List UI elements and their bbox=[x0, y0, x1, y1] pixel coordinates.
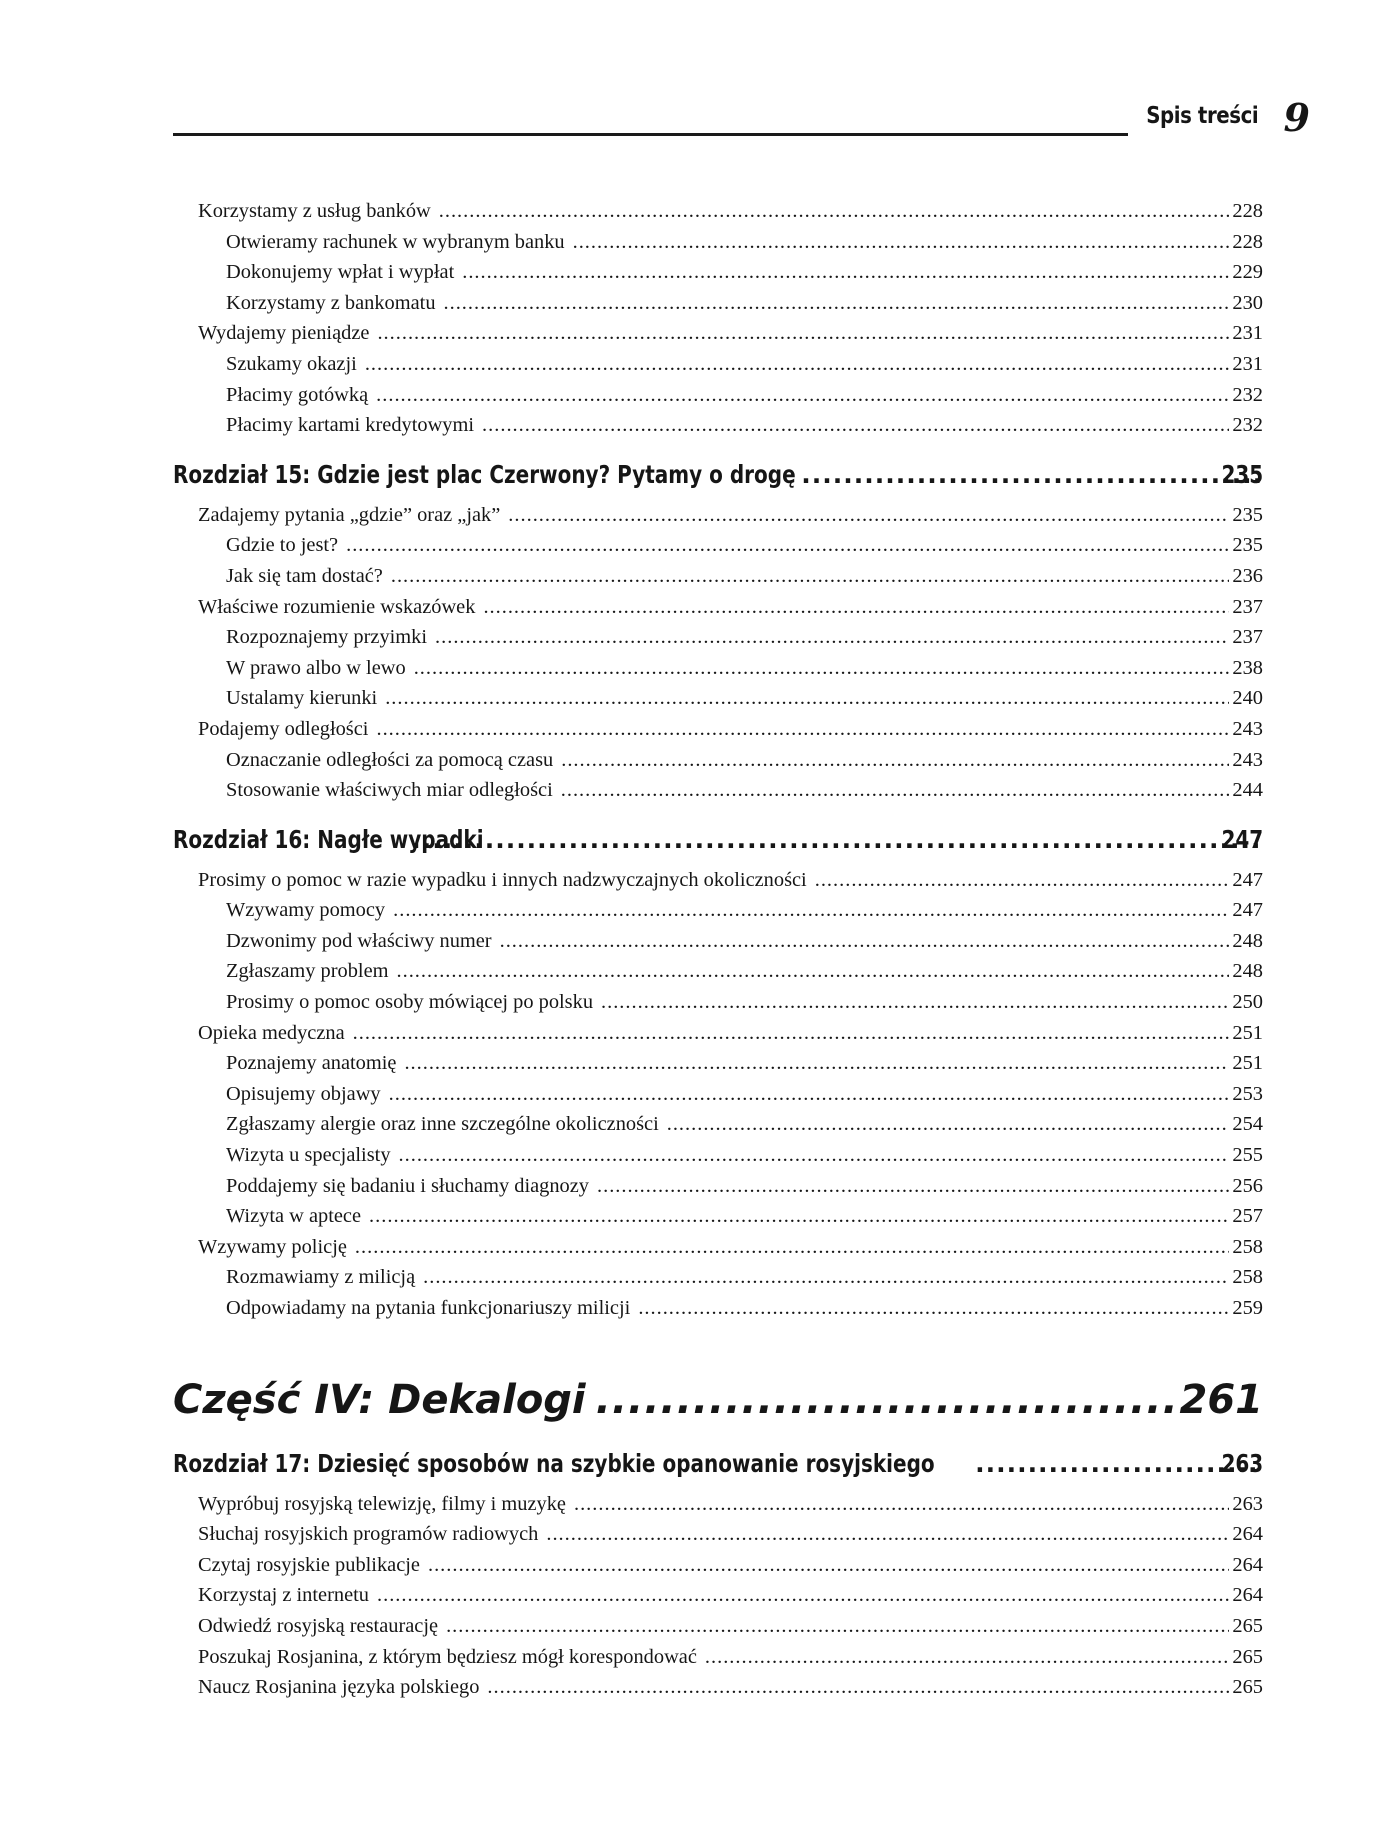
toc-entry-title: Stosowanie właściwych miar odległości bbox=[226, 779, 553, 802]
dot-leader bbox=[596, 1370, 1177, 1430]
toc-entry-title: Wzywamy policję bbox=[198, 1235, 347, 1258]
toc-page-number: 235 bbox=[1232, 503, 1263, 526]
dot-leader bbox=[446, 1611, 1229, 1642]
toc-entry-title: Wizyta w aptece bbox=[226, 1205, 362, 1228]
toc-page-number: 251 bbox=[1232, 1052, 1263, 1075]
toc-entry-title: Zadajemy pytania „gdzie” oraz „jak” bbox=[198, 503, 501, 526]
toc-entry-row[interactable] bbox=[173, 1293, 1263, 1324]
toc-entry-row[interactable] bbox=[173, 683, 1263, 714]
toc-entry-row[interactable] bbox=[173, 561, 1263, 592]
dot-leader bbox=[346, 530, 1229, 561]
toc-chapter-row[interactable] bbox=[173, 1442, 1263, 1486]
toc-page-number: 251 bbox=[1232, 1021, 1263, 1044]
toc-page-number: 257 bbox=[1232, 1205, 1263, 1228]
toc-page-number: 264 bbox=[1232, 1523, 1263, 1546]
dot-leader bbox=[397, 956, 1230, 987]
dot-leader bbox=[487, 1672, 1229, 1703]
dot-leader bbox=[439, 196, 1230, 227]
toc-entry-title: Oznaczanie odległości za pomocą czasu bbox=[226, 748, 554, 771]
toc-entry-row[interactable] bbox=[173, 1672, 1263, 1703]
toc-entry-row[interactable] bbox=[173, 1109, 1263, 1140]
dot-leader bbox=[573, 227, 1230, 258]
dot-leader bbox=[414, 653, 1230, 684]
toc-page-number: 230 bbox=[1232, 291, 1263, 314]
toc-entry-title: Płacimy kartami kredytowymi bbox=[226, 414, 475, 437]
toc-entry-row[interactable] bbox=[173, 196, 1263, 227]
toc-page-number: 264 bbox=[1232, 1553, 1263, 1576]
dot-leader bbox=[355, 1232, 1229, 1263]
dot-leader bbox=[423, 1262, 1229, 1293]
dot-leader bbox=[500, 926, 1230, 957]
toc-entry-title: Jak się tam dostać? bbox=[226, 564, 383, 587]
toc-entry-row[interactable] bbox=[173, 714, 1263, 745]
toc-page-number: 258 bbox=[1232, 1266, 1263, 1289]
header-rule bbox=[173, 133, 1128, 136]
toc-entry-title: Dzwonimy pod właściwy numer bbox=[226, 929, 492, 952]
toc-page-number: 243 bbox=[1232, 748, 1263, 771]
toc-page-number: 248 bbox=[1232, 960, 1263, 983]
toc-entry-row[interactable] bbox=[173, 1201, 1263, 1232]
toc-page-number: 263 bbox=[1232, 1492, 1263, 1515]
toc-entry-row[interactable] bbox=[173, 653, 1263, 684]
dot-leader bbox=[601, 987, 1229, 1018]
toc-entry-row[interactable] bbox=[173, 1262, 1263, 1293]
toc-entry-row[interactable] bbox=[173, 530, 1263, 561]
dot-leader bbox=[597, 1171, 1229, 1202]
dot-leader bbox=[385, 683, 1229, 714]
dot-leader bbox=[389, 1079, 1230, 1110]
toc-page-number: 247 bbox=[1232, 899, 1263, 922]
toc-entry-row[interactable] bbox=[173, 1580, 1263, 1611]
toc-entry-row[interactable] bbox=[173, 622, 1263, 653]
toc-page-number: 254 bbox=[1232, 1113, 1263, 1136]
dot-leader bbox=[483, 592, 1229, 623]
dot-leader bbox=[411, 818, 1261, 862]
toc-entry-row[interactable] bbox=[173, 1611, 1263, 1642]
toc-entry-row[interactable] bbox=[173, 349, 1263, 380]
dot-leader bbox=[561, 745, 1229, 776]
dot-leader bbox=[428, 1550, 1229, 1581]
dot-leader bbox=[975, 1442, 1261, 1486]
toc-page-number: 259 bbox=[1232, 1297, 1263, 1319]
toc-page-number: 255 bbox=[1232, 1144, 1263, 1167]
dot-leader bbox=[369, 1201, 1229, 1232]
toc-entry-row[interactable] bbox=[173, 926, 1263, 957]
toc-page-number: 247 bbox=[1221, 824, 1263, 854]
toc-entry-title: Korzystaj z internetu bbox=[198, 1584, 369, 1607]
toc-page-number: 228 bbox=[1232, 200, 1263, 222]
dot-leader bbox=[561, 775, 1230, 806]
toc-entry-row[interactable] bbox=[173, 865, 1263, 896]
table-of-contents bbox=[173, 196, 1263, 1703]
toc-page-number: 237 bbox=[1232, 626, 1263, 649]
toc-chapter-title: Rozdział 16: Nagłe wypadki bbox=[173, 824, 484, 854]
toc-entry-row[interactable] bbox=[173, 895, 1263, 926]
toc-page-number: 231 bbox=[1232, 322, 1263, 345]
toc-entry-row[interactable] bbox=[173, 1550, 1263, 1581]
toc-entry-row[interactable] bbox=[173, 1140, 1263, 1171]
dot-leader bbox=[546, 1519, 1229, 1550]
dot-leader bbox=[462, 257, 1229, 288]
toc-entry-row[interactable] bbox=[173, 1642, 1263, 1673]
toc-chapter-row[interactable] bbox=[173, 453, 1263, 497]
toc-entry-title: Zgłaszamy problem bbox=[226, 960, 389, 983]
toc-entry-title: Prosimy o pomoc osoby mówiącej po polsku bbox=[226, 991, 594, 1014]
toc-page-number: 235 bbox=[1221, 459, 1263, 489]
toc-page-number: 250 bbox=[1232, 991, 1263, 1014]
toc-page-number: 258 bbox=[1232, 1235, 1263, 1258]
dot-leader bbox=[377, 318, 1229, 349]
header-title: Spis treści bbox=[1145, 103, 1258, 129]
toc-entry-title: Rozmawiamy z milicją bbox=[226, 1266, 416, 1289]
dot-leader bbox=[508, 500, 1229, 531]
toc-entry-title: Płacimy gotówką bbox=[226, 383, 369, 406]
toc-page-number: 238 bbox=[1232, 656, 1263, 679]
toc-entry-title: Właściwe rozumienie wskazówek bbox=[198, 595, 476, 618]
toc-page-number: 231 bbox=[1232, 352, 1263, 375]
toc-chapter-title: Rozdział 17: Dziesięć sposobów na szybkie opanowanie rosyjskiego bbox=[173, 1448, 935, 1478]
toc-page-number: 248 bbox=[1232, 929, 1263, 952]
toc-entry-title: Korzystamy z usług banków bbox=[198, 200, 431, 222]
toc-entry-title: W prawo albo w lewo bbox=[226, 656, 406, 679]
toc-entry-title: Wizyta u specjalisty bbox=[226, 1144, 391, 1167]
toc-entry-row[interactable] bbox=[173, 775, 1263, 806]
dot-leader bbox=[801, 453, 1261, 497]
running-header bbox=[173, 95, 1310, 140]
toc-page-number: 261 bbox=[1179, 1376, 1263, 1423]
dot-leader bbox=[391, 561, 1230, 592]
toc-entry-title: Ustalamy kierunki bbox=[226, 687, 378, 710]
toc-page-number: 265 bbox=[1232, 1676, 1263, 1699]
toc-chapter-title: Rozdział 15: Gdzie jest plac Czerwony? Pytamy o drogę bbox=[173, 459, 796, 489]
toc-entry-title: Czytaj rosyjskie publikacje bbox=[198, 1553, 420, 1576]
toc-page-number: 265 bbox=[1232, 1614, 1263, 1637]
toc-entry-row[interactable] bbox=[173, 745, 1263, 776]
toc-page-number: 256 bbox=[1232, 1174, 1263, 1197]
dot-leader bbox=[638, 1293, 1229, 1324]
toc-page-number: 240 bbox=[1232, 687, 1263, 710]
toc-entry-row[interactable] bbox=[173, 956, 1263, 987]
toc-entry-title: Korzystamy z bankomatu bbox=[226, 291, 436, 314]
toc-entry-row[interactable] bbox=[173, 380, 1263, 411]
toc-entry-title: Rozpoznajemy przyimki bbox=[226, 626, 428, 649]
toc-entry-title: Słuchaj rosyjskich programów radiowych bbox=[198, 1523, 539, 1546]
toc-entry-title: Opieka medyczna bbox=[198, 1021, 345, 1044]
dot-leader bbox=[705, 1642, 1230, 1673]
dot-leader bbox=[667, 1109, 1230, 1140]
toc-entry-row[interactable] bbox=[173, 500, 1263, 531]
toc-page-number: 229 bbox=[1232, 261, 1263, 284]
toc-entry-title: Naucz Rosjanina języka polskiego bbox=[198, 1676, 480, 1699]
toc-page-number: 247 bbox=[1232, 868, 1263, 891]
dot-leader bbox=[404, 1048, 1229, 1079]
dot-leader bbox=[444, 288, 1230, 319]
toc-entry-title: Poddajemy się badaniu i słuchamy diagnozy bbox=[226, 1174, 589, 1197]
toc-page-number: 232 bbox=[1232, 414, 1263, 437]
header-page-number: 9 bbox=[1283, 95, 1310, 140]
toc-entry-title: Poznajemy anatomię bbox=[226, 1052, 397, 1075]
dot-leader bbox=[377, 1580, 1229, 1611]
toc-entry-row[interactable] bbox=[173, 1519, 1263, 1550]
dot-leader bbox=[482, 410, 1229, 441]
toc-entry-row[interactable] bbox=[173, 257, 1263, 288]
dot-leader bbox=[393, 895, 1229, 926]
toc-entry-row[interactable] bbox=[173, 987, 1263, 1018]
toc-page-number: 264 bbox=[1232, 1584, 1263, 1607]
toc-entry-title: Odwiedź rosyjską restaurację bbox=[198, 1614, 439, 1637]
toc-entry-row[interactable] bbox=[173, 1018, 1263, 1049]
toc-page-number: 237 bbox=[1232, 595, 1263, 618]
toc-entry-title: Otwieramy rachunek w wybranym banku bbox=[226, 230, 565, 253]
toc-part-row[interactable] bbox=[173, 1370, 1263, 1430]
toc-entry-title: Prosimy o pomoc w razie wypadku i innych nadzwyczajnych okoliczności bbox=[198, 868, 807, 891]
toc-entry-row[interactable] bbox=[173, 1489, 1263, 1520]
dot-leader bbox=[376, 380, 1229, 411]
dot-leader bbox=[399, 1140, 1230, 1171]
toc-entry-row[interactable] bbox=[173, 288, 1263, 319]
toc-entry-row[interactable] bbox=[173, 1079, 1263, 1110]
toc-page-number: 228 bbox=[1232, 230, 1263, 253]
toc-entry-title: Dokonujemy wpłat i wypłat bbox=[226, 261, 455, 284]
toc-entry-title: Wydajemy pieniądze bbox=[198, 322, 370, 345]
toc-entry-title: Opisujemy objawy bbox=[226, 1082, 381, 1105]
toc-page-number: 253 bbox=[1232, 1082, 1263, 1105]
toc-page-number: 263 bbox=[1221, 1448, 1263, 1478]
toc-page-number: 244 bbox=[1232, 779, 1263, 802]
toc-entry-title: Wzywamy pomocy bbox=[226, 899, 386, 922]
toc-entry-title: Szukamy okazji bbox=[226, 352, 357, 375]
toc-entry-row[interactable] bbox=[173, 1048, 1263, 1079]
toc-entry-row[interactable] bbox=[173, 592, 1263, 623]
toc-entry-title: Odpowiadamy na pytania funkcjonariuszy milicji bbox=[226, 1297, 631, 1319]
toc-entry-row[interactable] bbox=[173, 227, 1263, 258]
toc-entry-title: Zgłaszamy alergie oraz inne szczególne okoliczności bbox=[226, 1113, 659, 1136]
dot-leader bbox=[353, 1018, 1230, 1049]
toc-page-number: 236 bbox=[1232, 564, 1263, 587]
dot-leader bbox=[365, 349, 1230, 380]
dot-leader bbox=[574, 1489, 1229, 1520]
toc-chapter-row[interactable] bbox=[173, 818, 1263, 862]
toc-part-title: Część IV: Dekalogi bbox=[173, 1376, 586, 1423]
dot-leader bbox=[376, 714, 1229, 745]
toc-entry-row[interactable] bbox=[173, 318, 1263, 349]
dot-leader bbox=[815, 865, 1230, 896]
toc-page-number: 243 bbox=[1232, 717, 1263, 740]
toc-page-number: 232 bbox=[1232, 383, 1263, 406]
toc-page-number: 265 bbox=[1232, 1645, 1263, 1668]
dot-leader bbox=[435, 622, 1229, 653]
toc-entry-row[interactable] bbox=[173, 410, 1263, 441]
toc-entry-row[interactable] bbox=[173, 1171, 1263, 1202]
toc-entry-title: Gdzie to jest? bbox=[226, 534, 339, 557]
toc-entry-title: Wypróbuj rosyjską telewizję, filmy i muzykę bbox=[198, 1492, 566, 1515]
toc-entry-row[interactable] bbox=[173, 1232, 1263, 1263]
toc-page-number: 235 bbox=[1232, 534, 1263, 557]
toc-entry-title: Podajemy odległości bbox=[198, 717, 369, 740]
toc-entry-title: Poszukaj Rosjanina, z którym będziesz mógł korespondować bbox=[198, 1645, 697, 1668]
